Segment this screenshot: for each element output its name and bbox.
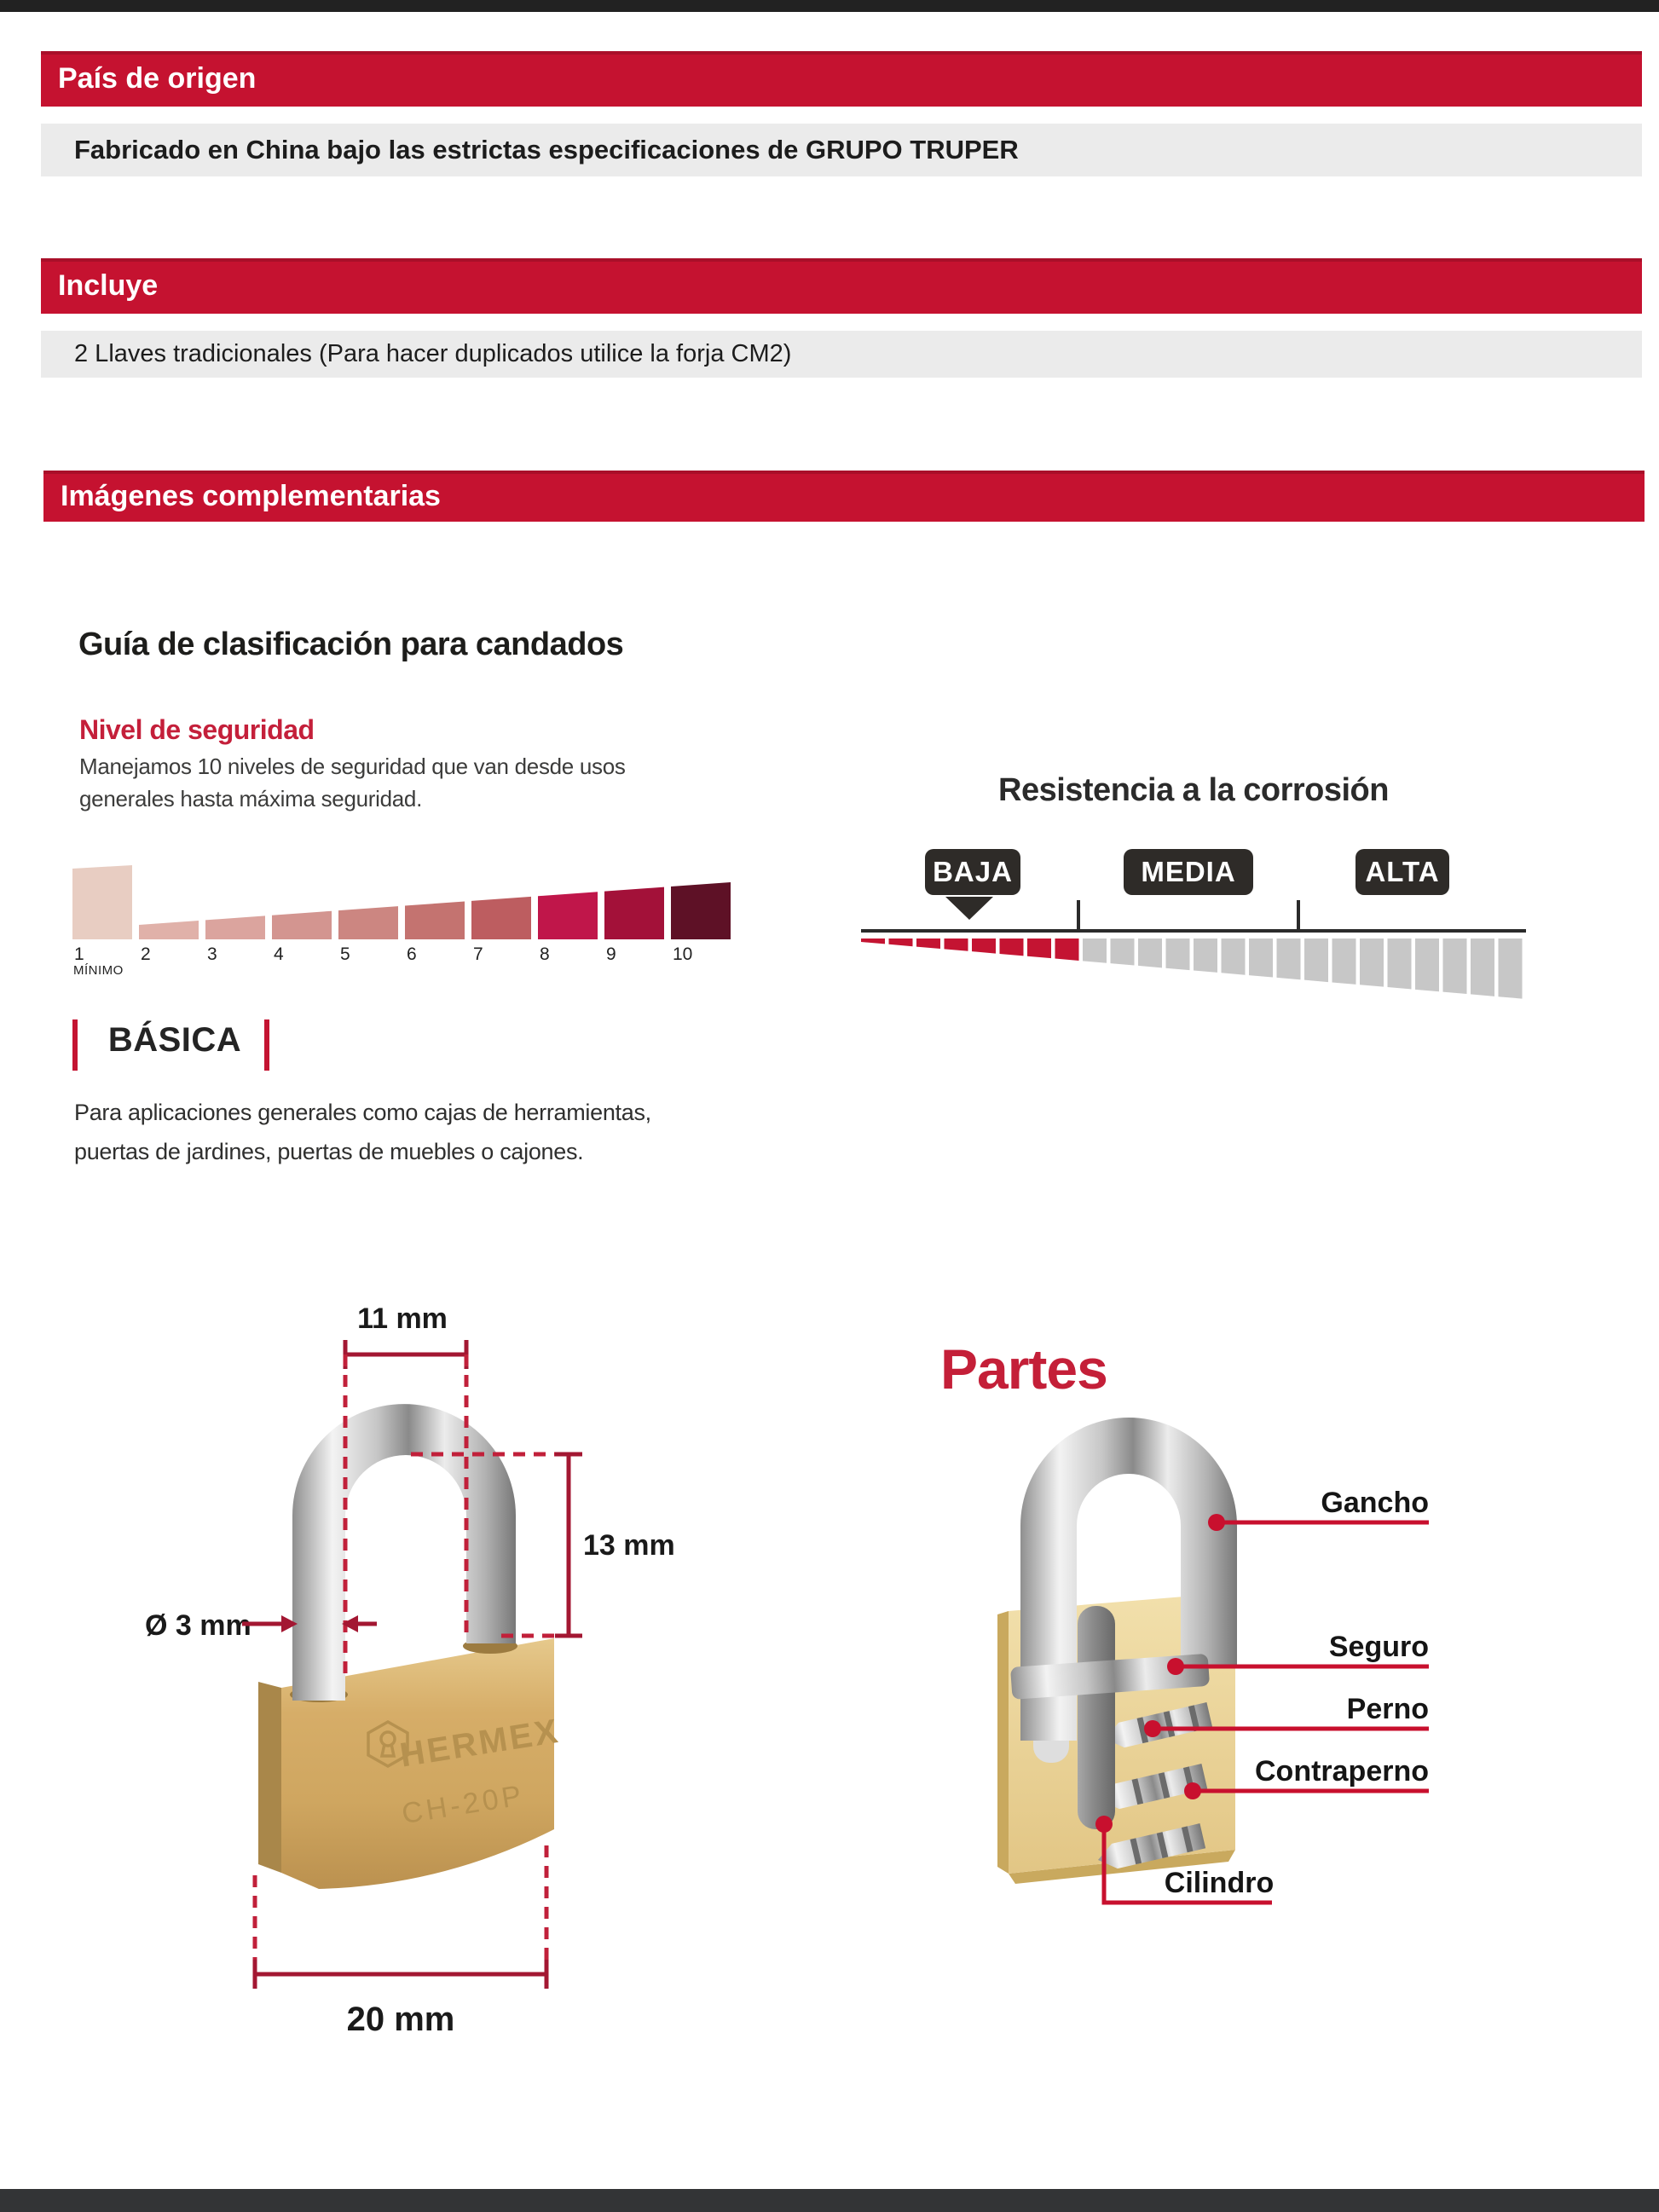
security-subtitle: Nivel de seguridad (79, 714, 315, 745)
corrosion-segment-8 (1055, 939, 1079, 961)
corrosion-segment-23 (1471, 939, 1494, 996)
security-bar-tick-6: 6 (407, 944, 417, 964)
corrosion-segment-19 (1360, 939, 1384, 987)
padlock-dimensions-figure (51, 1262, 733, 2063)
dim-inner-width-line (345, 1340, 466, 1369)
security-bar-tick-8: 8 (540, 944, 550, 964)
corrosion-segment-21 (1415, 939, 1439, 991)
security-bar-tick-7: 7 (473, 944, 483, 964)
model-engraving: CH-20P (399, 1779, 527, 1831)
section-title: Imágenes complementarias (61, 480, 441, 512)
corrosion-segment-9 (1083, 939, 1107, 963)
security-bar-3 (205, 915, 265, 939)
security-bar-7 (471, 897, 531, 939)
security-bar-tick-5: 5 (340, 944, 350, 964)
dim-diameter-label: Ø 3 mm (145, 1609, 251, 1642)
security-bar-8 (538, 892, 598, 939)
basica-label: BÁSICA (107, 1021, 242, 1059)
corrosion-title: Resistencia a la corrosión (998, 772, 1389, 808)
badge-alta (1356, 849, 1449, 895)
corrosion-segment-2 (889, 939, 913, 946)
top-black-bar (0, 0, 1659, 12)
corrosion-segment-20 (1388, 939, 1412, 989)
content-text: Fabricado en China bajo las estrictas especificaciones de GRUPO TRUPER (74, 135, 1019, 165)
callout-dot (1144, 1720, 1161, 1737)
corrosion-segment-5 (972, 939, 996, 954)
security-level-chart (51, 852, 750, 989)
corrosion-segment-10 (1111, 939, 1135, 966)
badge-media-label: MEDIA (1141, 856, 1236, 887)
security-bar-tick-9: 9 (606, 944, 616, 964)
padlock-parts-figure (921, 1381, 1659, 1961)
badge-alta-label: ALTA (1365, 856, 1440, 887)
usage-line1: Para aplicaciones generales como cajas de herramientas, (74, 1100, 651, 1125)
corrosion-segment-16 (1277, 939, 1301, 979)
bottom-black-bar (0, 2189, 1659, 2212)
corrosion-segment-24 (1499, 939, 1523, 999)
security-level-tick-labels (74, 944, 692, 964)
part-label-seguro: Seguro (1328, 1631, 1429, 1663)
security-bar-5 (338, 906, 398, 939)
callout-gancho (1208, 1487, 1429, 1531)
callout-dot (1184, 1782, 1201, 1799)
part-label-contraperno: Contraperno (1255, 1755, 1429, 1788)
security-desc-line1: Manejamos 10 niveles de seguridad que van desde usos (79, 754, 626, 779)
corrosion-segment-1 (861, 939, 885, 944)
corrosion-segment-3 (916, 939, 940, 949)
security-bar-6 (405, 901, 465, 939)
security-bar-9 (604, 887, 664, 939)
security-bar-4 (272, 911, 332, 939)
corrosion-segment-18 (1332, 939, 1356, 985)
dim-inner-height-line (555, 1454, 582, 1636)
badge-media (1124, 849, 1253, 895)
padlock-body-side (258, 1682, 281, 1873)
dim-inner-width-label: 11 mm (357, 1302, 448, 1335)
badge-baja (925, 849, 1020, 895)
dim-body-width-line (255, 1960, 546, 1989)
corrosion-segment-22 (1443, 939, 1467, 994)
section-title: Incluye (58, 269, 159, 302)
corrosion-wedge-segments (861, 939, 1523, 999)
corrosion-segment-13 (1194, 939, 1217, 973)
section-header-incluye (41, 258, 1642, 314)
security-desc-line2: generales hasta máxima seguridad. (79, 786, 422, 811)
security-bar-tick-1: 1 (74, 944, 84, 964)
parts-body-side (997, 1611, 1009, 1874)
part-label-perno: Perno (1346, 1693, 1429, 1725)
corrosion-segment-14 (1222, 939, 1246, 975)
badge-baja-label: BAJA (933, 856, 1013, 887)
security-bar-10 (671, 882, 731, 939)
part-label-gancho: Gancho (1321, 1487, 1429, 1519)
parts-cylinder (1078, 1606, 1115, 1829)
security-bar-tick-10: 10 (673, 944, 693, 964)
corrosion-segment-7 (1027, 939, 1051, 958)
minimum-label: MÍNIMO (73, 963, 124, 978)
corrosion-segment-12 (1166, 939, 1190, 970)
section-content-incluye (41, 331, 1642, 378)
callout-dot (1095, 1816, 1113, 1833)
corrosion-segment-15 (1249, 939, 1273, 977)
corrosion-segment-17 (1304, 939, 1328, 982)
guide-title: Guía de clasificación para candados (78, 627, 624, 662)
callout-dot (1208, 1514, 1225, 1531)
partes-title: Partes (940, 1337, 1107, 1401)
basica-left-tick (72, 1019, 78, 1071)
part-label-cilindro: Cilindro (1164, 1867, 1275, 1899)
content-text: 2 Llaves tradicionales (Para hacer duplicados utilice la forja CM2) (74, 340, 792, 367)
section-header-pais-origen (41, 51, 1642, 107)
usage-line2: puertas de jardines, puertas de muebles o cajones. (74, 1139, 584, 1164)
callout-dot (1167, 1658, 1184, 1675)
dim-inner-height-label: 13 mm (583, 1529, 675, 1562)
security-bar-tick-4: 4 (274, 944, 284, 964)
corrosion-segment-6 (1000, 939, 1024, 956)
basica-right-tick (264, 1019, 269, 1071)
corrosion-segment-4 (945, 939, 968, 951)
section-title: País de origen (58, 62, 257, 95)
security-bar-1 (72, 865, 132, 939)
section-header-imagenes (43, 471, 1645, 522)
corrosion-scale-chart (853, 895, 1535, 1010)
brand-engraving: HERMEX (397, 1712, 563, 1775)
security-level-bars (72, 865, 731, 939)
dim-body-width-label: 20 mm (346, 2001, 455, 2038)
security-bar-2 (139, 921, 199, 939)
corrosion-segment-11 (1138, 939, 1162, 967)
security-bar-tick-3: 3 (207, 944, 217, 964)
security-bar-tick-2: 2 (141, 944, 151, 964)
section-content-pais-origen (41, 124, 1642, 176)
